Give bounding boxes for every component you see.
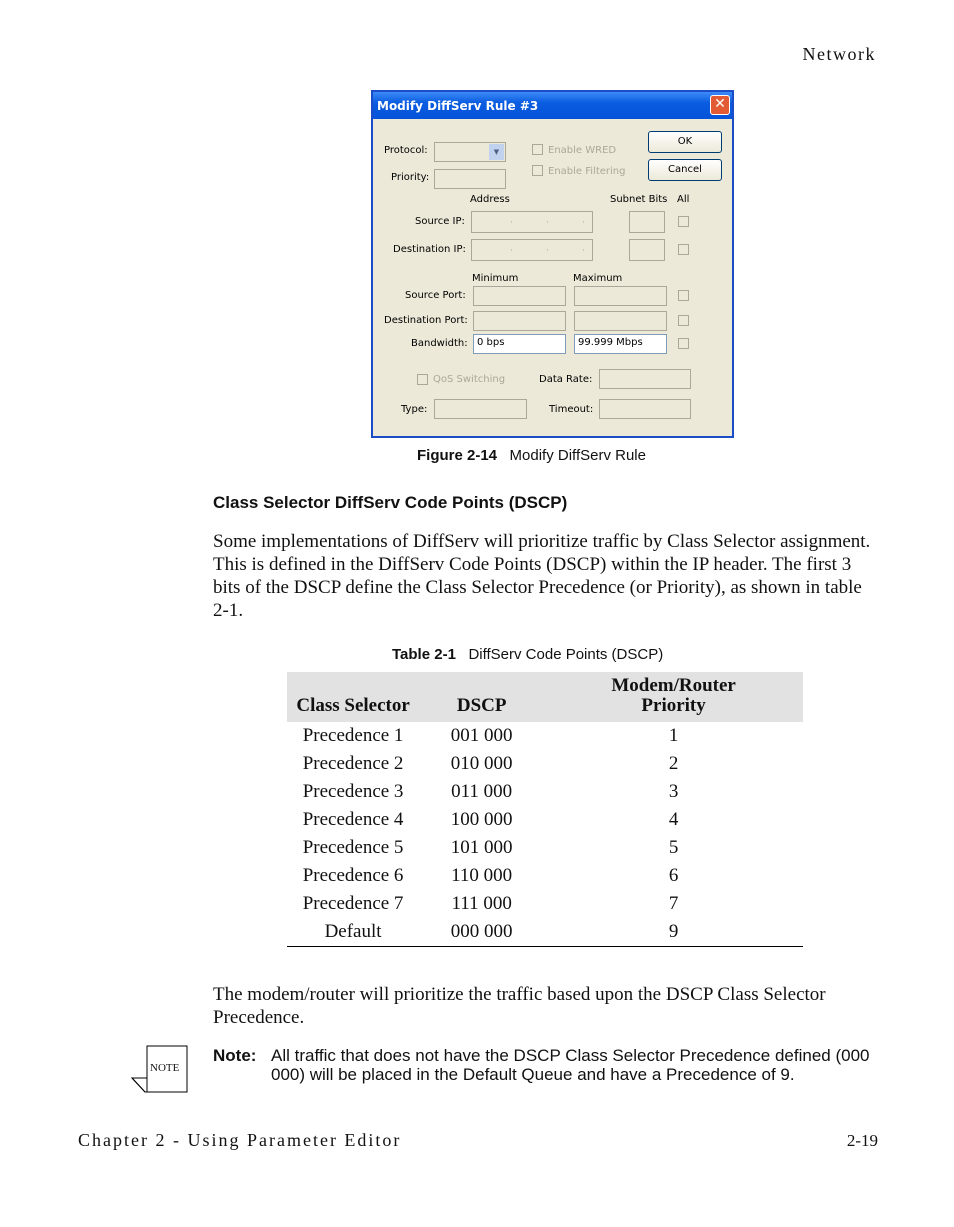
table-row bbox=[287, 862, 803, 890]
table-caption-text: DiffServ Code Points (DSCP) bbox=[468, 646, 664, 663]
table-cell: Precedence 1 bbox=[302, 725, 404, 746]
table-cell: 101 000 bbox=[450, 837, 513, 858]
source-port-min-field[interactable] bbox=[473, 286, 566, 306]
note-label: Note: bbox=[213, 1046, 257, 1065]
column-header: Class Selector bbox=[287, 672, 419, 722]
table-cell: 7 bbox=[668, 893, 679, 914]
table-cell: 3 bbox=[668, 781, 679, 802]
bandwidth-max-field[interactable]: 99.999 Mbps bbox=[574, 334, 667, 354]
table-cell: Default bbox=[287, 918, 419, 947]
destination-port-min-field[interactable] bbox=[473, 311, 566, 331]
table-cell: Precedence 3 bbox=[302, 781, 404, 802]
minimum-header: Minimum bbox=[472, 273, 519, 284]
table-number: Table 2-1 bbox=[392, 646, 456, 663]
table-cell: Precedence 2 bbox=[302, 753, 404, 774]
figure-number: Figure 2-14 bbox=[417, 447, 498, 464]
modify-diffserv-dialog bbox=[371, 90, 734, 438]
table-cell: 9 bbox=[544, 918, 803, 947]
table-cell: 1 bbox=[668, 725, 679, 746]
timeout-label: Timeout: bbox=[549, 404, 594, 415]
dialog-titlebar bbox=[373, 92, 732, 119]
table-row bbox=[287, 750, 803, 778]
column-header: Modem/Router Priority bbox=[544, 672, 803, 722]
table-row bbox=[287, 890, 803, 918]
section-heading: Class Selector DiffServ Code Points (DSCP) bbox=[213, 493, 568, 512]
destination-ip-all-checkbox[interactable] bbox=[678, 244, 689, 255]
source-port-label: Source Port: bbox=[405, 290, 466, 301]
note-text: All traffic that does not have the DSCP Class Selector Precedence defined (000 000) will be placed in the Default Queue and have a Precedence of 9. bbox=[271, 1046, 870, 1084]
bandwidth-min-field[interactable]: 0 bps bbox=[473, 334, 566, 354]
figure-caption bbox=[417, 447, 646, 464]
table-cell: 111 000 bbox=[451, 893, 512, 914]
table-caption bbox=[392, 646, 663, 663]
protocol-select[interactable] bbox=[434, 142, 506, 162]
priority-field[interactable] bbox=[434, 169, 506, 189]
subnet-bits-header: Subnet Bits bbox=[610, 194, 668, 205]
address-header: Address bbox=[470, 194, 510, 205]
source-port-all-checkbox[interactable] bbox=[678, 290, 689, 301]
qos-switching-label: QoS Switching bbox=[433, 374, 506, 385]
body-paragraph-2: The modem/router will prioritize the traffic based upon the DSCP Class Selector Precedence. bbox=[213, 984, 826, 1028]
table-cell: Precedence 5 bbox=[302, 837, 404, 858]
close-icon[interactable]: ✕ bbox=[710, 95, 730, 115]
running-header: Network bbox=[802, 44, 876, 64]
cancel-button[interactable]: Cancel bbox=[648, 159, 722, 181]
priority-label: Priority: bbox=[391, 172, 430, 183]
figure-caption-text: Modify DiffServ Rule bbox=[509, 447, 646, 464]
source-ip-label: Source IP: bbox=[415, 216, 465, 227]
data-rate-field[interactable] bbox=[599, 369, 691, 389]
table-row bbox=[287, 918, 803, 947]
source-port-max-field[interactable] bbox=[574, 286, 667, 306]
type-field[interactable] bbox=[434, 399, 527, 419]
source-subnet-field[interactable] bbox=[629, 211, 665, 233]
destination-port-all-checkbox[interactable] bbox=[678, 315, 689, 326]
table-row bbox=[287, 722, 803, 750]
destination-port-max-field[interactable] bbox=[574, 311, 667, 331]
source-ip-field[interactable]: · · · bbox=[471, 211, 593, 233]
qos-switching-checkbox[interactable] bbox=[417, 374, 428, 385]
destination-ip-label: Destination IP: bbox=[393, 244, 466, 255]
enable-wred-label: Enable WRED bbox=[548, 145, 617, 156]
table-row bbox=[287, 778, 803, 806]
table-row bbox=[287, 834, 803, 862]
table-cell: 5 bbox=[668, 837, 679, 858]
dialog-title: Modify DiffServ Rule #3 bbox=[377, 99, 539, 113]
table-cell: 2 bbox=[668, 753, 679, 774]
maximum-header: Maximum bbox=[573, 273, 623, 284]
destination-ip-field[interactable]: · · · bbox=[471, 239, 593, 261]
table-cell: Precedence 6 bbox=[302, 865, 404, 886]
timeout-field[interactable] bbox=[599, 399, 691, 419]
source-ip-all-checkbox[interactable] bbox=[678, 216, 689, 227]
table-cell: 6 bbox=[668, 865, 679, 886]
dscp-table bbox=[287, 672, 803, 947]
all-header: All bbox=[677, 194, 690, 205]
note-icon bbox=[130, 1045, 188, 1095]
table-cell: 110 000 bbox=[451, 865, 513, 886]
column-header: DSCP bbox=[419, 672, 544, 722]
data-rate-label: Data Rate: bbox=[539, 374, 593, 385]
page-number: 2-19 bbox=[846, 1131, 878, 1150]
destination-port-label: Destination Port: bbox=[384, 315, 468, 326]
table-cell: Precedence 4 bbox=[302, 809, 404, 830]
type-label: Type: bbox=[401, 404, 428, 415]
table-cell: 011 000 bbox=[451, 781, 513, 802]
body-paragraph-1: Some implementations of DiffServ will prioritize traffic by Class Selector assignment. This is defined in the DiffServ Code Points (DSCP) within the IP header. The first 3 bits of the DSCP define the Class Selector Precedence (or Priority), as shown in table 2-1. bbox=[213, 531, 871, 621]
note-icon-text: NOTE bbox=[150, 1062, 180, 1074]
bandwidth-all-checkbox[interactable] bbox=[678, 338, 689, 349]
chevron-down-icon[interactable]: ▼ bbox=[489, 144, 504, 160]
table-cell: 4 bbox=[668, 809, 679, 830]
footer-chapter: Chapter 2 - Using Parameter Editor bbox=[78, 1130, 402, 1150]
ok-button[interactable]: OK bbox=[648, 131, 722, 153]
table-cell: 001 000 bbox=[450, 725, 513, 746]
table-cell: 000 000 bbox=[419, 918, 544, 947]
destination-subnet-field[interactable] bbox=[629, 239, 665, 261]
table-cell: 010 000 bbox=[450, 753, 513, 774]
enable-wred-checkbox[interactable] bbox=[532, 144, 543, 155]
table-cell: 100 000 bbox=[450, 809, 513, 830]
enable-filtering-checkbox[interactable] bbox=[532, 165, 543, 176]
bandwidth-label: Bandwidth: bbox=[411, 338, 468, 349]
table-cell: Precedence 7 bbox=[302, 893, 404, 914]
table-header-row bbox=[287, 672, 803, 722]
enable-filtering-label: Enable Filtering bbox=[548, 166, 626, 177]
table-row bbox=[287, 806, 803, 834]
protocol-label: Protocol: bbox=[384, 145, 428, 156]
